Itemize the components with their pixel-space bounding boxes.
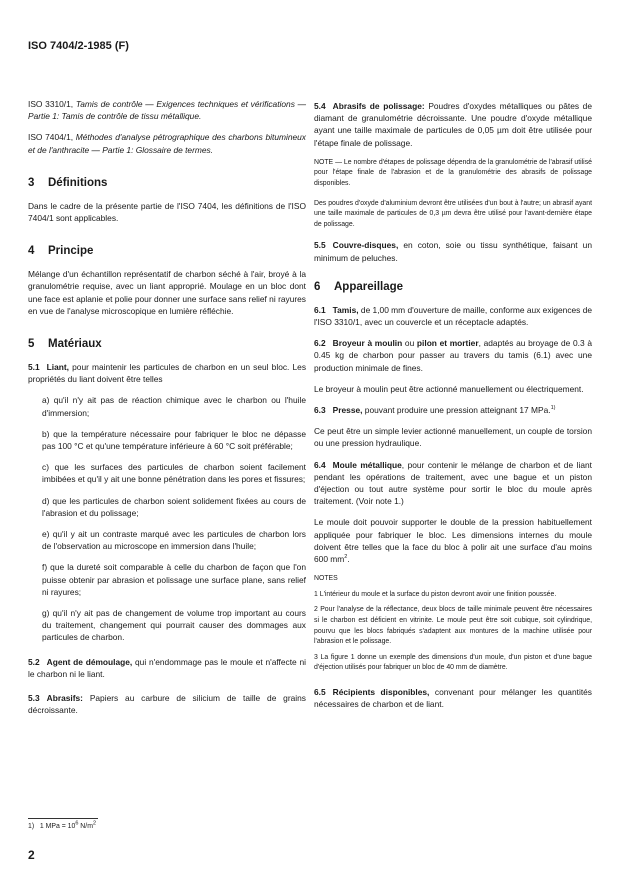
note-item: 1 L'intérieur du moule et la surface du piston devront avoir une finition poussée. <box>314 590 557 598</box>
list-item: e) qu'il y ait un contraste marqué avec les particules de charbon lors de l'observation au microscope en immersion dans l'huile; <box>42 529 306 552</box>
right-column <box>314 100 592 719</box>
list-item: c) que les surfaces des particules de charbon soient facilement imbibées et qu'il y ait une bonne pénétration dans les pores et fissures; <box>42 462 306 485</box>
clause-text: qui n'endommage pas le moule et n'affecte ni le charbon ni le liant. <box>28 656 306 679</box>
note-continued: Des poudres d'oxyde d'aluminium devront être utilisées d'un bout à l'autre; un abrasif ayant une taille maximale de particules de 0,3 µm devra être utilisé pour l'avant-dernière étape de polissage. <box>314 199 592 228</box>
clause-5-4 <box>314 100 592 149</box>
paragraph: Le broyeur à moulin peut être actionné manuellement ou électriquement. <box>314 383 584 394</box>
section-heading-6 <box>314 280 592 294</box>
paragraph-end: . <box>347 554 350 565</box>
reference-iso-3310 <box>28 98 306 122</box>
section-number: 6 <box>314 280 321 293</box>
footnote-mark: 1) <box>28 823 35 830</box>
superscript: 2 <box>344 554 348 561</box>
clause-5-3 <box>28 692 306 716</box>
left-column <box>28 98 306 726</box>
clause-6-5 <box>314 686 592 710</box>
clause-text: de 1,00 mm d'ouverture de maille, conforme aux exigences de l'ISO 3310/1, avec un couvercle et un réceptacle adaptés. <box>314 304 593 327</box>
clause-lead: Broyeur à moulin <box>332 338 403 349</box>
clause-lead: Liant, <box>46 362 69 373</box>
footnote-ref: 1) <box>550 405 556 412</box>
section-heading-3 <box>28 176 306 190</box>
clause-text: en coton, soie ou tissu synthétique, faisant un minimum de peluches. <box>314 240 592 263</box>
section-number: 3 <box>28 176 35 189</box>
clause-text: ou <box>402 338 417 349</box>
ref-id: ISO 3310/1, <box>28 99 74 109</box>
clause-lead: Agent de démoulage, <box>46 656 133 667</box>
document-header: ISO 7404/2-1985 (F) <box>28 40 129 52</box>
clause-6-3 <box>314 404 592 416</box>
list-item: f) que la dureté soit comparable à celle du charbon de façon que l'on puisse obtenir par abrasion et polissage une surface plane, sans relief ni rayures; <box>42 562 306 597</box>
section-title: Principe <box>48 245 94 258</box>
paragraph: Ce peut être un simple levier actionné manuellement, un couple de torsion ou une pression hydraulique. <box>314 426 592 449</box>
notes-title: NOTES <box>314 575 338 583</box>
section-heading-5 <box>28 337 306 351</box>
footnote-exp: 6 <box>75 820 79 827</box>
definitions-text: Dans le cadre de la présente partie de l'ISO 7404, les définitions de l'ISO 7404/1 sont applicables. <box>28 200 306 224</box>
clause-text: , adaptés au broyage de 0.3 à 0.45 kg de charbon pour passer au travers du tamis (6.1) avec une production minimale de fines. <box>314 338 592 373</box>
clause-lead: Moule métallique <box>332 459 402 470</box>
section-title: Appareillage <box>334 280 404 293</box>
clause-text: Poudres d'oxydes métalliques ou pâtes de diamant de granulométrie décroissante. Une poudre d'oxyde métallique ayant une taille maximale de particules de 0,05 µm doit être utilisée pour l'étape finale de polissage. <box>314 101 592 148</box>
clause-text: Papiers au carbure de silicium de taille de grains décroissante. <box>28 693 306 716</box>
clause-number: 6.2 <box>314 338 326 349</box>
section-title: Définitions <box>48 176 108 189</box>
list-item: d) que les particules de charbon soient solidement fixées au cours de l'abrasion et du polissage; <box>42 495 306 518</box>
footnote-divider <box>28 818 98 819</box>
paragraph <box>314 516 592 565</box>
clause-number: 6.1 <box>314 304 326 315</box>
ref-title: Tamis de contrôle — Exigences techniques et vérifications — Partie 1: Tamis de contrôle de tissu métallique. <box>28 99 307 122</box>
clause-lead: Abrasifs: <box>46 693 83 704</box>
clause-lead: Abrasifs de polissage: <box>332 101 425 111</box>
list-item: g) qu'il n'y ait pas de changement de volume trop important au cours du traitement, changement qui pourrait causer des dommages aux particules de charbon. <box>42 608 306 643</box>
clause-5-1 <box>28 361 306 385</box>
ref-id: ISO 7404/1, <box>28 132 74 143</box>
page-number: 2 <box>28 848 35 862</box>
clause-number: 5.5 <box>314 240 326 251</box>
footnote-unit-exp: 2 <box>92 820 96 827</box>
section-heading-4 <box>28 244 306 258</box>
footnote-text: 1 MPa = 10 <box>39 823 76 830</box>
list-item: b) que la température nécessaire pour fabriquer le bloc ne dépasse pas 100 °C et qu'une température inférieure à 60 °C soit préférable; <box>42 428 306 452</box>
clause-6-2 <box>314 337 592 374</box>
section-number: 4 <box>28 245 35 258</box>
clause-number: 5.4 <box>314 101 326 111</box>
clause-lead: Récipients disponibles, <box>332 686 430 697</box>
clause-number: 5.2 <box>28 656 40 667</box>
clause-6-4 <box>314 459 592 508</box>
clause-lead: Presse, <box>332 405 363 415</box>
section-number: 5 <box>28 338 35 351</box>
clause-number: 6.4 <box>314 459 326 470</box>
clause-5-2 <box>28 656 306 680</box>
paragraph-text: Le moule doit pouvoir supporter le double de la pression habituellement appliquée pour fabriquer le bloc. Les dimensions internes du moule doivent être telles que la face du bloc à polir ait une surface d'au moins 600 mm <box>314 517 592 565</box>
clause-number: 6.3 <box>314 405 326 415</box>
clause-text: pour maintenir les particules de charbon en un seul bloc. Les propriétés du liant doivent être telles <box>28 362 307 385</box>
clause-lead: pilon et mortier <box>416 338 479 349</box>
clause-lead: Couvre-disques, <box>332 240 399 251</box>
section-title: Matériaux <box>48 338 102 351</box>
clause-number: 5.1 <box>28 362 40 373</box>
note: NOTE — Le nombre d'étapes de polissage dépendra de la granulométrie de l'abrasif utilisé pour l'étape finale de l'abrasion et de la granulométrie des abrasifs de polissage disponibles. <box>314 158 592 187</box>
footnote-unit: N/m <box>78 823 93 830</box>
clause-number: 5.3 <box>28 693 40 704</box>
footnote <box>28 822 306 833</box>
reference-iso-7404-1 <box>28 131 306 155</box>
clause-lead: Tamis, <box>332 304 359 315</box>
clause-text: pouvant produire une pression atteignant 17 MPa. <box>364 405 551 415</box>
clause-5-5 <box>314 239 592 263</box>
note-item: 3 La figure 1 donne un exemple des dimensions d'un moule, d'un piston et d'une bague d'éjection utilisés pour fabriquer un bloc de 40 mm de diamètre. <box>314 653 592 672</box>
clause-number: 6.5 <box>314 686 326 697</box>
clause-text: , pour contenir le mélange de charbon et de liant pendant les opérations de traitement, avec une bague et un piston d'éjection ou tout autre système pour sortir le bloc du moule après traitement. (Voir note 1.) <box>314 459 592 507</box>
clause-text: convenant pour mélanger les quantités nécessaires de charbon et de liant. <box>314 686 592 710</box>
note-item: 2 Pour l'analyse de la réflectance, deux blocs de taille minimale peuvent être nécessaires si le charbon est déficient en vitrinite. Le moule peut être soit cubique, soit cylindrique, pourvu que les blocs fabriqués s'adaptent aux montures de la machine utilisée pour l'abrasion et le polissage. <box>314 606 592 646</box>
list-item: a) qu'il n'y ait pas de réaction chimique avec le charbon ou l'huile d'immersion; <box>42 395 306 418</box>
ref-title: Méthodes d'analyse pétrographique des charbons bitumineux et de l'anthracite — Partie 1: Glossaire de termes. <box>28 132 306 155</box>
principle-text: Mélange d'un échantillon représentatif de charbon séché à l'air, broyé à la granulométrie requise, avec un liant approprié. Moulage en un bloc dont une face est aplanie et polie pour donner une surface sans relief ni rayures en vue de l'analyse microscopique en lumière réfléchie. <box>28 269 306 316</box>
clause-6-1 <box>314 304 592 328</box>
